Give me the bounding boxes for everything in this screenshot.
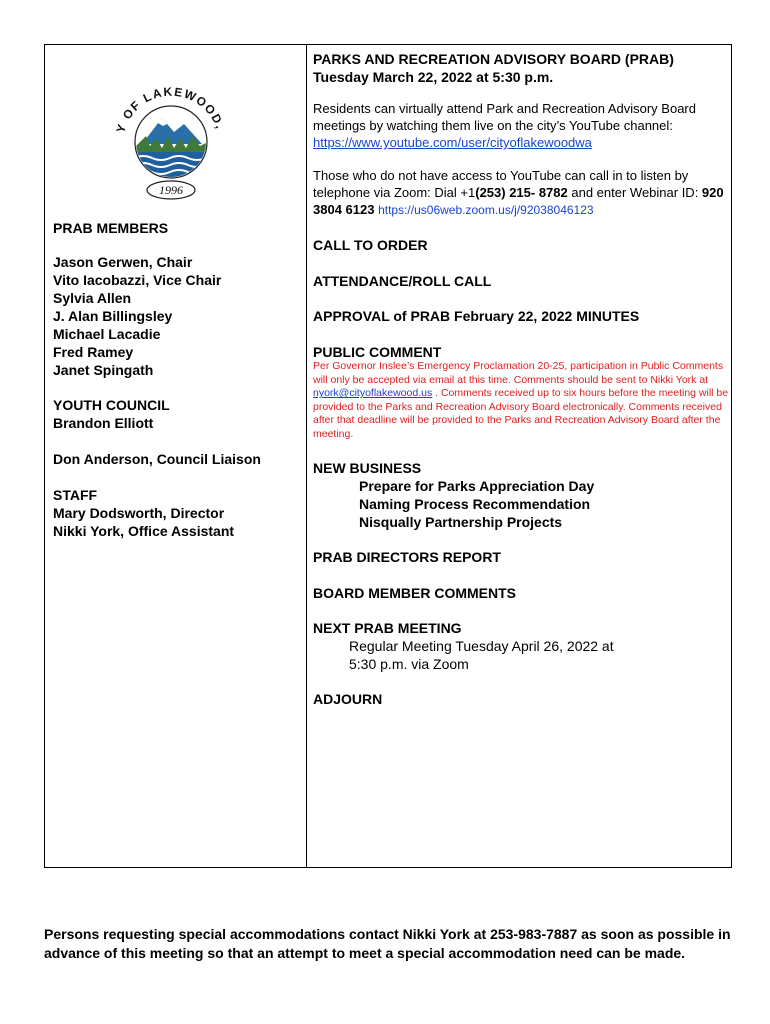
council-liaison: Don Anderson, Council Liaison — [53, 451, 261, 467]
member-item: Fred Ramey — [53, 344, 134, 360]
new-business-heading: NEW BUSINESS — [313, 460, 422, 476]
public-comment-text-1: Per Governor Inslee’s Emergency Proclamation 20-25, participation in Public Comments will only be accepted via email at this time. Comments should be sent to Nikki York at — [313, 360, 724, 386]
members-heading: PRAB MEMBERS — [53, 220, 169, 236]
call-to-order: CALL TO ORDER — [313, 237, 428, 253]
member-item: Michael Lacadie — [53, 326, 161, 342]
accommodation-notice: Persons requesting special accommodations contact Nikki York at 253-983-7887 as soon as possible in advance of this meeting so that an attempt to meet a special accommodation need can be made. — [44, 926, 731, 961]
seal-ring-text: Y OF LAKEWOOD, — [113, 84, 228, 135]
city-seal-logo — [106, 52, 236, 202]
public-comment-email[interactable]: nyork@cityoflakewood.us — [313, 387, 433, 399]
board-comments: BOARD MEMBER COMMENTS — [313, 585, 516, 601]
phone-text: Those who do not have access to YouTube can call in to listen by telephone via Zoom: Dial +1 — [313, 168, 689, 200]
staff-item: Nikki York, Office Assistant — [53, 523, 235, 539]
webinar-id: 920 3804 6123 — [313, 185, 724, 217]
youth-heading: YOUTH COUNCIL — [53, 397, 170, 413]
phone-number: (253) 215- 8782 — [475, 185, 568, 200]
directors-report: PRAB DIRECTORS REPORT — [313, 549, 501, 565]
member-item: Janet Spingath — [53, 362, 154, 378]
new-business-item: Nisqually Partnership Projects — [359, 514, 563, 530]
phone-paragraph — [313, 167, 731, 219]
next-meeting-line: Regular Meeting Tuesday April 26, 2022 at — [349, 638, 614, 654]
youtube-link[interactable]: https://www.youtube.com/user/cityoflakewoodwa — [313, 135, 592, 150]
public-comment-text — [313, 360, 729, 441]
attendance: ATTENDANCE/ROLL CALL — [313, 273, 492, 289]
new-business-item: Prepare for Parks Appreciation Day — [359, 478, 595, 494]
youtube-paragraph — [313, 100, 729, 151]
new-business-list — [313, 477, 594, 531]
youth-member: Brandon Elliott — [53, 415, 154, 431]
staff-list — [53, 504, 234, 540]
approval-minutes: APPROVAL of PRAB February 22, 2022 MINUTES — [313, 308, 640, 324]
member-item: Vito Iacobazzi, Vice Chair — [53, 272, 222, 288]
phone-text-2: and enter Webinar ID: — [567, 185, 702, 200]
zoom-link[interactable]: https://us06web.zoom.us/j/92038046123 — [378, 203, 594, 217]
city-seal-icon — [106, 52, 236, 202]
youtube-text: Residents can virtually attend Park and Recreation Advisory Board meetings by watching them live on the city’s YouTube channel: — [313, 101, 696, 133]
member-item: Jason Gerwen, Chair — [53, 254, 193, 270]
adjourn: ADJOURN — [313, 691, 383, 707]
staff-item: Mary Dodsworth, Director — [53, 505, 225, 521]
column-divider — [306, 45, 307, 867]
next-meeting-line: 5:30 p.m. via Zoom — [349, 656, 469, 672]
agenda-frame — [44, 44, 732, 868]
next-meeting-heading: NEXT PRAB MEETING — [313, 620, 462, 636]
member-item: J. Alan Billingsley — [53, 308, 173, 324]
public-comment-heading: PUBLIC COMMENT — [313, 344, 442, 360]
member-item: Sylvia Allen — [53, 290, 132, 306]
meeting-date: Tuesday March 22, 2022 at 5:30 p.m. — [313, 69, 554, 85]
seal-year: 1996 — [159, 183, 183, 197]
members-list — [53, 253, 221, 379]
public-comment-text-2: . Comments received up to six hours before the meeting will be provided to the Parks and Recreation Advisory Board electronically. Comments received after that deadline will be provided to the Parks and Recreation Advisory Board after the meeting. — [313, 387, 729, 440]
new-business-item: Naming Process Recommendation — [359, 496, 591, 512]
next-meeting-details — [313, 637, 614, 673]
page-title: PARKS AND RECREATION ADVISORY BOARD (PRAB) — [313, 51, 674, 67]
staff-heading: STAFF — [53, 487, 98, 503]
